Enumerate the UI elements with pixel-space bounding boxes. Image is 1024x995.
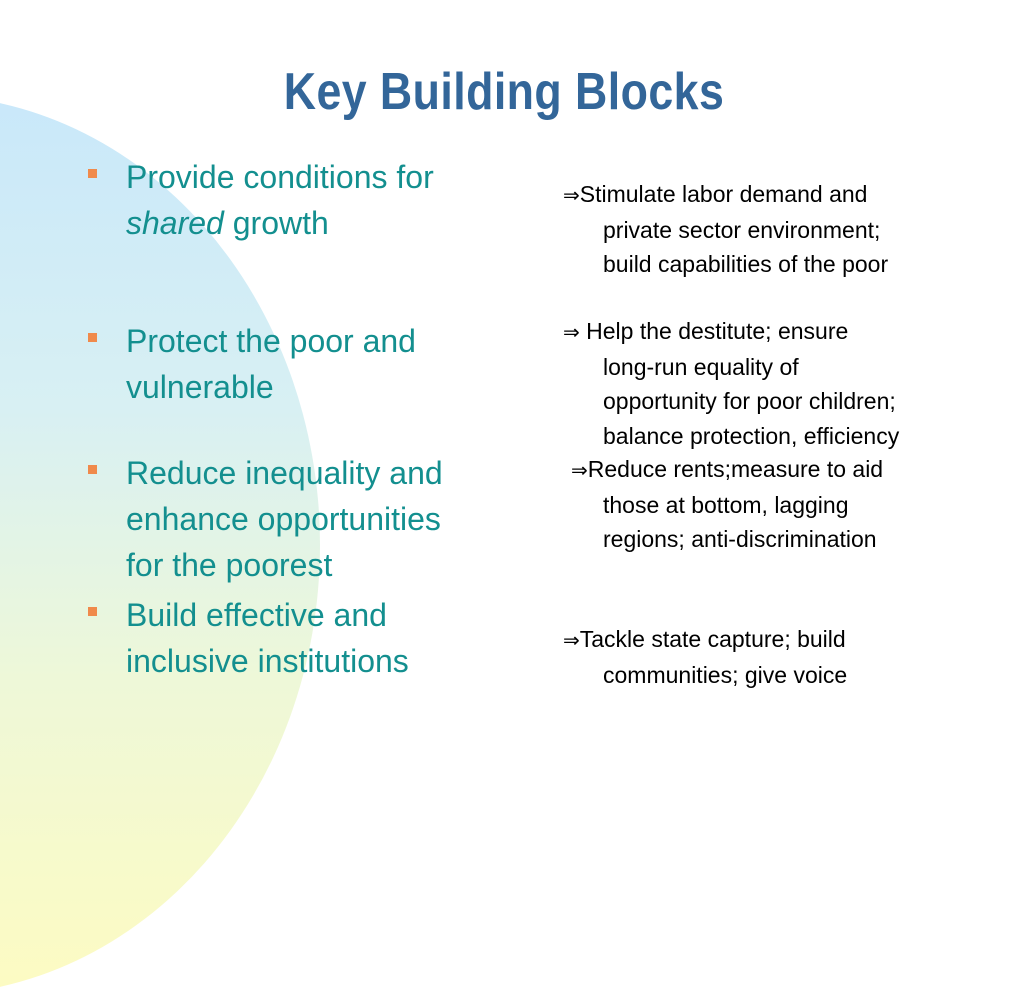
slide-title: Key Building Blocks: [283, 63, 725, 121]
square-bullet-icon: [88, 465, 97, 474]
square-bullet-icon: [88, 333, 97, 342]
right-item-reduce-rents: ⇒Reduce rents;measure to aid those at bottom, lagging regions; anti-discrimination: [571, 456, 884, 552]
bullet-text: Reduce inequality and enhance opportunities for the poorest: [126, 455, 443, 583]
bullet-text: Provide conditions for shared growth: [126, 159, 434, 241]
implies-arrow-icon: ⇒: [563, 320, 580, 344]
square-bullet-icon: [88, 607, 97, 616]
implies-arrow-icon: ⇒: [563, 183, 580, 207]
bullet-text: Protect the poor and vulnerable: [126, 323, 416, 405]
right-item-help-destitute: ⇒ Help the destitute; ensure long-run equality of opportunity for poor children; balance protection, efficiency: [563, 318, 900, 449]
right-item-tackle-capture: ⇒Tackle state capture; build communities; give voice: [563, 626, 848, 688]
implies-arrow-icon: ⇒: [571, 458, 588, 482]
implies-arrow-icon: ⇒: [563, 628, 580, 652]
right-item-stimulate-labor: ⇒Stimulate labor demand and private sector environment; build capabilities of the poor: [563, 181, 889, 277]
square-bullet-icon: [88, 169, 97, 178]
bullet-text: Build effective and inclusive institutions: [126, 597, 409, 679]
